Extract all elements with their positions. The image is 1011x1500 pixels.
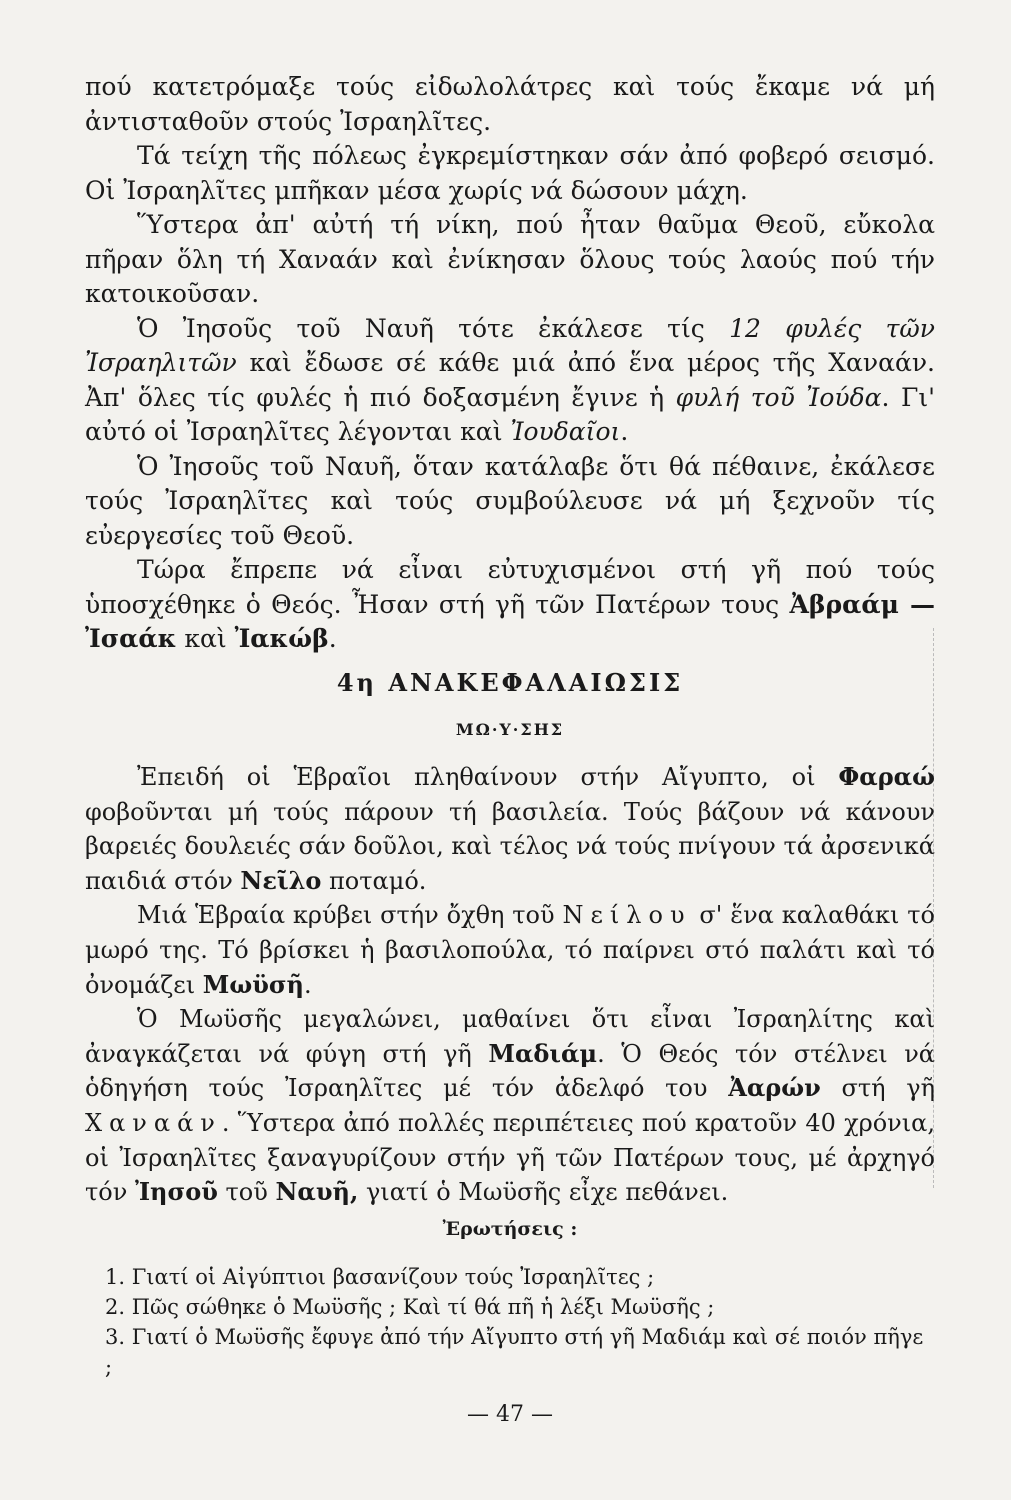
bold-joshua: Ἰησοῦ [134, 1177, 218, 1207]
emphasis-tribes: 12 φυλές τῶν Ἰσραηλιτῶν [85, 313, 935, 377]
summary-paragraph-3 [85, 1002, 935, 1210]
questions-list [85, 1262, 935, 1382]
text-run: καὶ [176, 624, 235, 653]
question-item: 3. Γιατί ὁ Μωϋσῆς ἔφυγε ἀπό τήν Αἴγυπτο στή γῆ Μαδιάμ καὶ σέ ποιόν πῆγε ; [105, 1325, 924, 1379]
paragraph-3: Ὕστερα ἀπ' αὐτή τή νίκη, πού ἦταν θαῦμα Θεοῦ, εὔκολα πῆραν ὅλη τή Χαναάν καὶ ἐνίκησαν ὅλους τούς λαούς πού τήν κατοικοῦσαν. [85, 210, 935, 308]
text-run: Ἐπειδή οἱ Ἑβραῖοι πληθαίνουν στήν Αἴγυπτο, οἱ [137, 763, 839, 791]
spaced-nile: Νείλου [562, 901, 692, 930]
text-run: καὶ ἔδωσε σέ κάθε μιά ἀπό ἕνα μέρος τῆς Χαναάν. Ἀπ' ὅλες τίς φυλές ἡ πιό δοξασμένη ἔγινε ἡ [85, 348, 935, 412]
bold-madiam: Μαδιάμ [488, 1038, 598, 1068]
emphasis-judah: φυλή τοῦ Ἰούδα [675, 382, 882, 412]
page-number: — 47 — [467, 1402, 553, 1427]
text-run: τοῦ [217, 1178, 276, 1207]
question-item: 1. Γιατί οἱ Αἰγύπτιοι βασανίζουν τούς Ἰσραηλῖτες ; [105, 1265, 655, 1289]
emphasis-jews: Ἰουδαῖοι [510, 417, 621, 446]
text-run: . Γι' αὐτό οἱ Ἰσραηλῖτες λέγονται καὶ [85, 382, 935, 446]
question-item: 2. Πῶς σώθηκε ὁ Μωϋσῆς ; Καὶ τί θά πῆ ἡ λέξι Μωϋσῆς ; [105, 1295, 715, 1319]
text-run: . Ὕστερα ἀπό πολλές περιπέτειες πού κρατοῦν 40 χρόνια, οἱ Ἰσραηλῖτες ξαναγυρίζουν στήν γῆ τῶν Πατέρων τους, μέ ἀρχηγό τόν [85, 1108, 935, 1207]
paragraph-4 [85, 312, 935, 450]
text-run: φοβοῦνται μή τούς πάρουν τή βασιλεία. Τούς βάζουν νά κάνουν βαρειές δουλειές σάν δοῦλοι, καὶ τέλος νά τούς πνίγουν τά ἀρσενικά παιδιά στόν [85, 797, 935, 895]
text-run: Ὁ Μωϋσῆς μεγαλώνει, μαθαίνει ὅτι εἶναι Ἰσραηλίτης καὶ ἀναγκάζεται νά φύγη στή γῆ [85, 1005, 935, 1068]
bold-nave: Ναυῆ, [275, 1177, 359, 1207]
summary-text [85, 760, 935, 1210]
paragraph-5: Ὁ Ἰησοῦς τοῦ Ναυῆ, ὅταν κατάλαβε ὅτι θά πέθαινε, ἐκάλεσε τούς Ἰσραηλῖτες καὶ τούς συμβούλευσε νά μή ξεχνοῦν τίς εὐεργεσίες τοῦ Θεοῦ. [85, 451, 935, 550]
bold-pharaoh: Φαραώ [838, 762, 935, 791]
paragraph-2: Τά τείχη τῆς πόλεως ἐγκρεμίστηκαν σάν ἀπό φοβερό σεισμό. Οἱ Ἰσραηλῖτες μπῆκαν μέσα χωρίς νά δώσουν μάχη. [85, 141, 935, 205]
bold-nile: Νεῖλο [240, 865, 322, 895]
narrative-text [85, 70, 935, 657]
text-run: ποταμό. [321, 866, 427, 895]
text-run: . [620, 417, 629, 446]
spaced-canaan: Χαναάν [85, 1108, 222, 1137]
bold-aaron: Ἀαρών [728, 1073, 821, 1103]
paragraph-1: πού κατετρόμαξε τούς εἰδωλολάτρες καὶ τούς ἔκαμε νά μή ἀντισταθοῦν στούς Ἰσραηλῖτες. [85, 72, 935, 136]
text-run: . [304, 970, 312, 999]
text-run: Ὁ Ἰησοῦς τοῦ Ναυῆ τότε ἐκάλεσε τίς [137, 313, 730, 343]
text-run: . Ὁ Θεός τόν στέλνει νά ὁδηγήση τούς Ἰσραηλῖτες μέ τόν ἀδελφό του [85, 1039, 935, 1103]
summary-paragraph-2 [85, 898, 935, 1002]
questions-title: Ἐρωτήσεις : [442, 1218, 578, 1240]
bold-names: Ἀβραάμ — Ἰσαάκ [85, 589, 935, 653]
section-title: 4η ΑΝΑΚΕΦΑΛΑΙΩΣΙΣ [336, 668, 684, 697]
summary-paragraph-1 [85, 760, 935, 898]
bold-moses: Μωϋσῆ [202, 969, 304, 999]
bold-jacob: Ἰακώβ [234, 624, 329, 653]
section-subtitle: ΜΩ·Υ·ΣΗΣ [455, 720, 565, 739]
text-run: Τώρα ἔπρεπε νά εἶναι εὐτυχισμένοι στή γῆ πού τούς ὑποσχέθηκε ὁ Θεός. Ἦσαν στή γῆ τῶν Πατέρων τους [85, 555, 935, 619]
paragraph-6 [85, 553, 935, 657]
text-run: γιατί ὁ Μωϋσῆς εἶχε πεθάνει. [358, 1178, 729, 1207]
text-run: Μιά Ἑβραία κρύβει στήν ὄχθη τοῦ [137, 901, 563, 930]
text-run: . [328, 624, 337, 653]
text-run: στή γῆ [820, 1074, 935, 1103]
text-run: σ' ἕνα καλαθάκι τό μωρό της. Τό βρίσκει ἡ βασιλοπούλα, τό παίρνει στό παλάτι καὶ τό ὀνομάζει [85, 901, 935, 999]
